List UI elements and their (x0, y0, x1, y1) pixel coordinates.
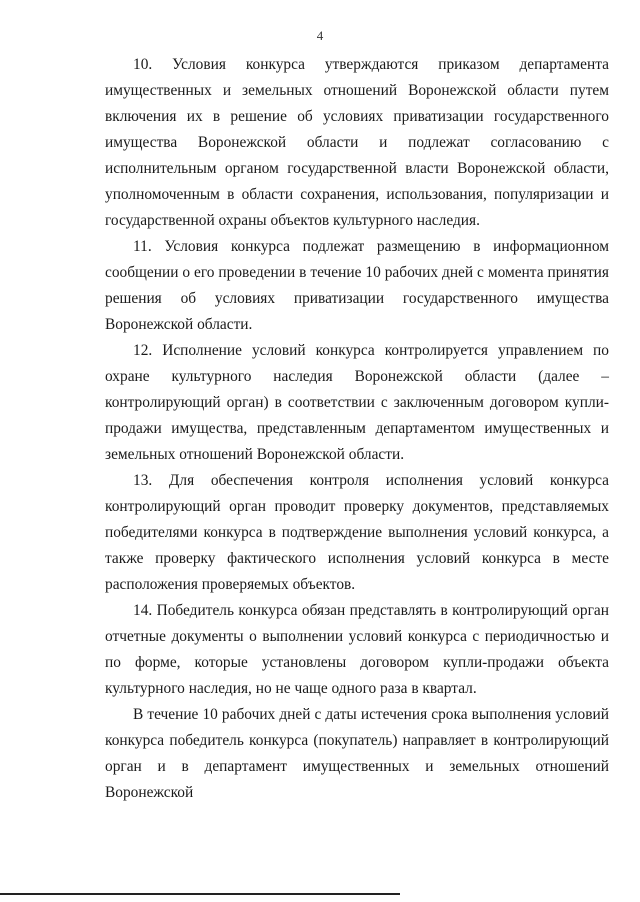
document-body (105, 52, 609, 806)
scan-edge-line (0, 893, 400, 895)
paragraph-14: 14. Победитель конкурса обязан представлять в контролирующий орган отчетные документы о выполнении условий конкурса с периодичностью и по форме, которые установлены договором купли-продажи объекта культурного наследия, но не чаще одного раза в квартал. (105, 602, 609, 697)
paragraph-11: 11. Условия конкурса подлежат размещению в информационном сообщении о его проведении в течение 10 рабочих дней с момента принятия решения об условиях приватизации государственного имущества Воронежской области. (105, 238, 609, 333)
page-number: 4 (316, 28, 324, 43)
paragraph-10: 10. Условия конкурса утверждаются приказом департамента имущественных и земельных отношений Воронежской области путем включения их в решение об условиях приватизации государственного имущества Воронежской области и подлежат согласованию с исполнительным органом государственной власти Воронежской области, уполномоченным в области сохранения, использования, популяризации и государственной охраны объектов культурного наследия. (105, 56, 609, 229)
paragraph-13: 13. Для обеспечения контроля исполнения условий конкурса контролирующий орган проводит проверку документов, представляемых победителями конкурса в подтверждение выполнения условий конкурса, а также проверку фактического исполнения условий конкурса в месте расположения проверяемых объектов. (105, 472, 609, 593)
paragraph-12: 12. Исполнение условий конкурса контролируется управлением по охране культурного наследия Воронежской области (далее – контролирующий орган) в соответствии с заключенным договором купли-продажи имущества, представленным департаментом имущественных и земельных отношений Воронежской области. (105, 342, 609, 463)
paragraph-14-continuation: В течение 10 рабочих дней с даты истечения срока выполнения условий конкурса победитель конкурса (покупатель) направляет в контролирующий орган и в департамент имущественных и земельных отношений Воронежской (105, 706, 609, 801)
